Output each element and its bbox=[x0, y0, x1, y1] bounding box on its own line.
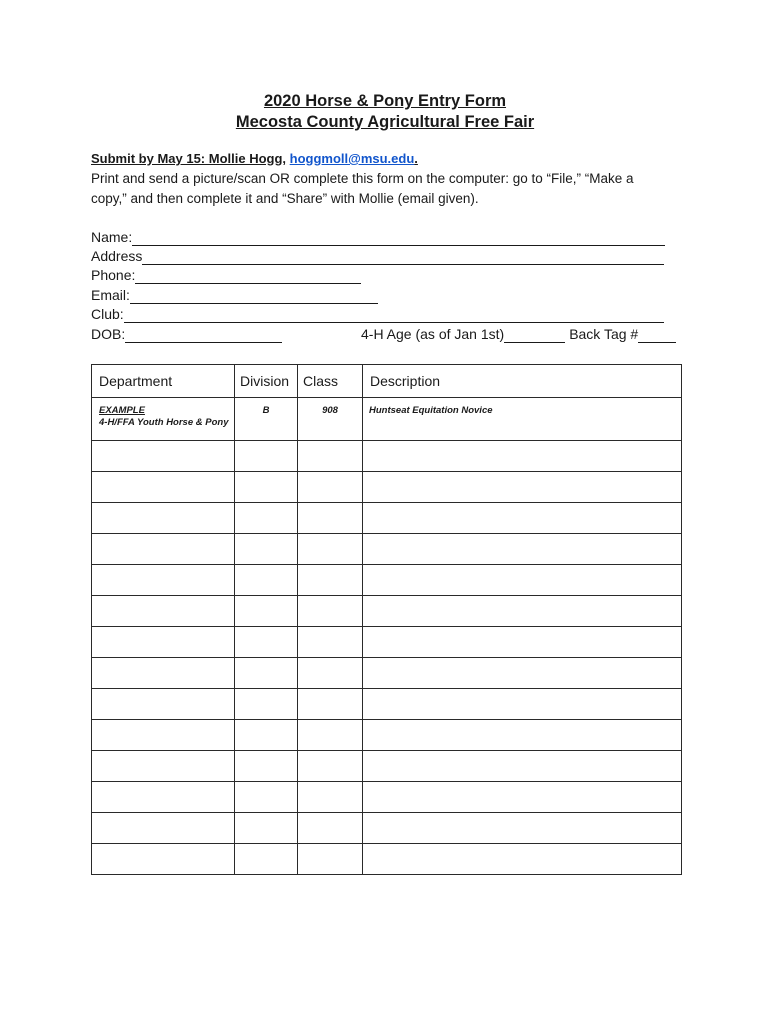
example-department-cell bbox=[92, 398, 235, 441]
entry-description-cell[interactable] bbox=[363, 534, 682, 565]
example-row bbox=[92, 398, 682, 441]
entry-description-cell[interactable] bbox=[363, 658, 682, 689]
entry-department-cell[interactable] bbox=[92, 720, 235, 751]
entry-division-cell[interactable] bbox=[235, 565, 298, 596]
table-row bbox=[92, 534, 682, 565]
instructions-text: Print and send a picture/scan OR complete this form on the computer: go to “File,” “Make a copy,” and then complete it and “Share” with Mollie (email given). bbox=[91, 171, 634, 206]
table-row bbox=[92, 844, 682, 875]
entry-description-cell[interactable] bbox=[363, 503, 682, 534]
entry-department-cell[interactable] bbox=[92, 503, 235, 534]
example-description: Huntseat Equitation Novice bbox=[363, 398, 682, 441]
entry-department-cell[interactable] bbox=[92, 627, 235, 658]
entry-description-cell[interactable] bbox=[363, 782, 682, 813]
entry-division-cell[interactable] bbox=[235, 472, 298, 503]
entry-department-cell[interactable] bbox=[92, 782, 235, 813]
entry-division-cell[interactable] bbox=[235, 751, 298, 782]
dob-input-line[interactable] bbox=[125, 328, 282, 343]
email-label: Email: bbox=[91, 287, 130, 303]
phone-field bbox=[91, 266, 361, 284]
entry-description-cell[interactable] bbox=[363, 565, 682, 596]
club-field bbox=[91, 305, 664, 323]
example-class: 908 bbox=[298, 398, 363, 441]
entry-division-cell[interactable] bbox=[235, 441, 298, 472]
example-division: B bbox=[235, 398, 298, 441]
email-field bbox=[91, 286, 378, 304]
entry-description-cell[interactable] bbox=[363, 596, 682, 627]
entry-class-cell[interactable] bbox=[298, 565, 363, 596]
entry-description-cell[interactable] bbox=[363, 472, 682, 503]
entry-division-cell[interactable] bbox=[235, 689, 298, 720]
entry-class-cell[interactable] bbox=[298, 534, 363, 565]
name-field bbox=[91, 228, 665, 246]
entry-department-cell[interactable] bbox=[92, 596, 235, 627]
entry-department-cell[interactable] bbox=[92, 813, 235, 844]
table-row bbox=[92, 782, 682, 813]
form-subtitle: Mecosta County Agricultural Free Fair bbox=[235, 113, 535, 131]
table-row bbox=[92, 565, 682, 596]
table-row bbox=[92, 503, 682, 534]
name-label: Name: bbox=[91, 229, 133, 245]
entry-division-cell[interactable] bbox=[235, 596, 298, 627]
entry-class-cell[interactable] bbox=[298, 596, 363, 627]
entry-class-cell[interactable] bbox=[298, 627, 363, 658]
entry-department-cell[interactable] bbox=[92, 565, 235, 596]
phone-label: Phone: bbox=[91, 267, 136, 283]
entry-department-cell[interactable] bbox=[92, 534, 235, 565]
backtag-input-line[interactable] bbox=[638, 328, 676, 343]
entry-department-cell[interactable] bbox=[92, 472, 235, 503]
entry-department-cell[interactable] bbox=[92, 751, 235, 782]
address-field bbox=[91, 247, 664, 265]
entry-division-cell[interactable] bbox=[235, 813, 298, 844]
entry-class-cell[interactable] bbox=[298, 813, 363, 844]
address-label: Address bbox=[91, 248, 143, 264]
entry-description-cell[interactable] bbox=[363, 689, 682, 720]
entry-description-cell[interactable] bbox=[363, 627, 682, 658]
entries-table bbox=[91, 364, 682, 875]
table-row bbox=[92, 689, 682, 720]
phone-input-line[interactable] bbox=[135, 269, 361, 284]
entry-description-cell[interactable] bbox=[363, 441, 682, 472]
dob-label: DOB: bbox=[91, 326, 126, 342]
entry-division-cell[interactable] bbox=[235, 844, 298, 875]
club-input-line[interactable] bbox=[124, 308, 664, 323]
entry-department-cell[interactable] bbox=[92, 689, 235, 720]
entry-description-cell[interactable] bbox=[363, 844, 682, 875]
entry-class-cell[interactable] bbox=[298, 658, 363, 689]
entry-class-cell[interactable] bbox=[298, 720, 363, 751]
entry-division-cell[interactable] bbox=[235, 782, 298, 813]
entry-class-cell[interactable] bbox=[298, 751, 363, 782]
table-row bbox=[92, 441, 682, 472]
table-row bbox=[92, 720, 682, 751]
submit-deadline bbox=[91, 150, 418, 168]
name-input-line[interactable] bbox=[132, 231, 665, 246]
entry-class-cell[interactable] bbox=[298, 782, 363, 813]
entry-division-cell[interactable] bbox=[235, 658, 298, 689]
table-row bbox=[92, 627, 682, 658]
entry-class-cell[interactable] bbox=[298, 472, 363, 503]
age-input-line[interactable] bbox=[504, 328, 565, 343]
entry-description-cell[interactable] bbox=[363, 751, 682, 782]
entry-division-cell[interactable] bbox=[235, 627, 298, 658]
table-header-row bbox=[92, 365, 682, 398]
header-department: Department bbox=[92, 365, 235, 398]
header-class: Class bbox=[298, 365, 363, 398]
entry-class-cell[interactable] bbox=[298, 689, 363, 720]
email-link[interactable]: hoggmoll@msu.edu bbox=[289, 151, 415, 166]
table-row bbox=[92, 751, 682, 782]
table-row bbox=[92, 813, 682, 844]
entry-department-cell[interactable] bbox=[92, 658, 235, 689]
address-input-line[interactable] bbox=[142, 250, 664, 265]
email-input-line[interactable] bbox=[130, 289, 378, 304]
submit-label: Submit by May 15: Mollie Hogg, bbox=[91, 151, 287, 166]
table-row bbox=[92, 658, 682, 689]
entry-class-cell[interactable] bbox=[298, 844, 363, 875]
dob-field bbox=[91, 325, 282, 343]
submit-trailing: . bbox=[414, 151, 418, 166]
form-title: 2020 Horse & Pony Entry Form bbox=[263, 92, 507, 110]
entry-department-cell[interactable] bbox=[92, 441, 235, 472]
entry-class-cell[interactable] bbox=[298, 503, 363, 534]
example-label: EXAMPLE bbox=[99, 405, 145, 416]
age-backtag-fields bbox=[361, 325, 676, 343]
header-description: Description bbox=[363, 365, 682, 398]
entry-division-cell[interactable] bbox=[235, 720, 298, 751]
example-department: 4-H/FFA Youth Horse & Pony bbox=[99, 417, 229, 428]
entry-division-cell[interactable] bbox=[235, 503, 298, 534]
club-label: Club: bbox=[91, 306, 124, 322]
backtag-label: Back Tag # bbox=[569, 326, 639, 342]
entry-department-cell[interactable] bbox=[92, 844, 235, 875]
entry-description-cell[interactable] bbox=[363, 813, 682, 844]
entry-class-cell[interactable] bbox=[298, 441, 363, 472]
header-division: Division bbox=[235, 365, 298, 398]
entry-description-cell[interactable] bbox=[363, 720, 682, 751]
age-label: 4-H Age (as of Jan 1st) bbox=[361, 326, 505, 342]
table-row bbox=[92, 472, 682, 503]
entry-division-cell[interactable] bbox=[235, 534, 298, 565]
table-row bbox=[92, 596, 682, 627]
